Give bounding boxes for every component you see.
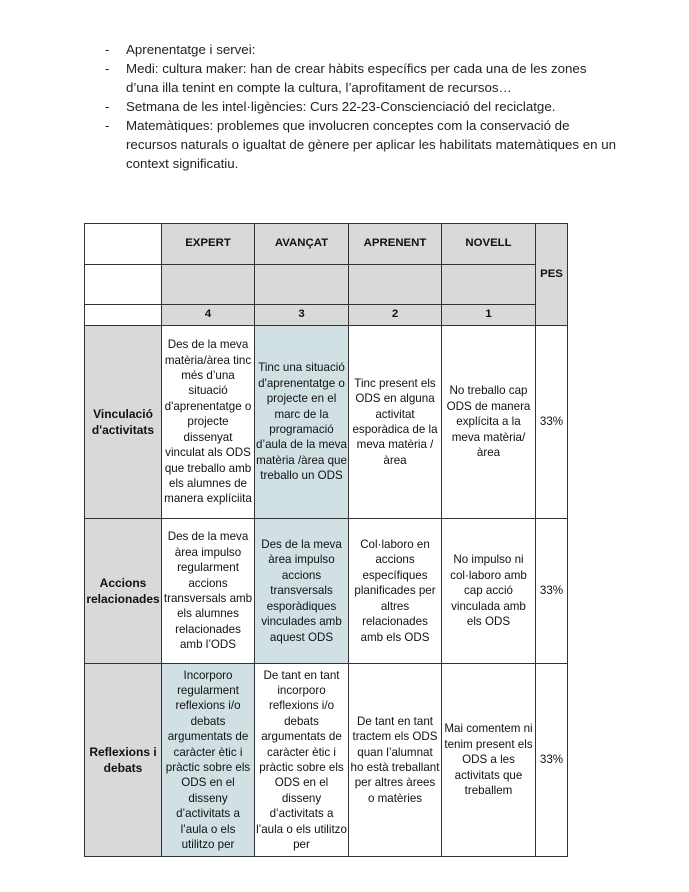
- weight-value: 33%: [536, 519, 568, 664]
- rubric-cell-expert: Des de la meva àrea impulso regularment accions transversals amb els alumnes relacionades amb l’ODS: [162, 519, 255, 664]
- row-label: Reflexions i debats: [85, 664, 162, 857]
- table-row: [85, 664, 568, 857]
- bullet-text: Matemàtiques: problemes que involucren conceptes com la conservació de recursos naturals o igualtat de gènere per aplicar les habilitats matemàtiques en un context significatiu.: [126, 118, 617, 171]
- level-header-novell: NOVELL: [442, 224, 536, 265]
- empty-cell: [442, 265, 536, 305]
- level-header-avancat: AVANÇAT: [255, 224, 349, 265]
- corner-cell: [85, 224, 162, 265]
- weight-value: 33%: [536, 664, 568, 857]
- empty-cell: [85, 265, 162, 305]
- bullet-item: [100, 116, 620, 173]
- empty-cell: [349, 265, 442, 305]
- bullet-marker: -: [105, 99, 110, 114]
- weight-value: 33%: [536, 326, 568, 519]
- rubric-cell-expert-highlighted: Incorporo regularment reflexions i/o debats argumentats de caràcter ètic i pràctic sobre els ODS en el disseny d’activitats a l’aula o els utilitzo per: [162, 664, 255, 857]
- bullet-text: Setmana de les intel·ligències: Curs 22-23-Conscienciació del reciclatge.: [126, 99, 556, 114]
- rubric-cell-novell: No treballo cap ODS de manera explícita a la meva matèria/àrea: [442, 326, 536, 519]
- level-header-expert: EXPERT: [162, 224, 255, 265]
- table-row: [85, 519, 568, 664]
- weight-header: PES: [536, 224, 568, 326]
- rubric-cell-avancat-highlighted: Tinc una situació d'aprenentatge o projecte en el marc de la programació d’aula de la meva matèria /àrea que treballo un ODS: [255, 326, 349, 519]
- rubric-cell-aprenent: Tinc present els ODS en alguna activitat esporàdica de la meva matèria /àrea: [349, 326, 442, 519]
- rubric-cell-novell: Mai comentem ni tenim present els ODS a les activitats que treballem: [442, 664, 536, 857]
- bullet-marker: -: [105, 61, 110, 76]
- rubric-cell-expert: Des de la meva matèria/àrea tinc més d’una situació d'aprenentatge o projecte dissenyat vinculat als ODS que treballo amb els alumnes de manera explíciita: [162, 326, 255, 519]
- score-avancat: 3: [255, 305, 349, 326]
- score-novell: 1: [442, 305, 536, 326]
- bullet-marker: -: [105, 118, 110, 133]
- bullet-item: [100, 40, 620, 59]
- row-label: Vinculació d'activitats: [85, 326, 162, 519]
- table-row: [85, 326, 568, 519]
- bullet-marker: -: [105, 42, 110, 57]
- bullet-item: [100, 59, 620, 97]
- bullet-text: Aprenentatge i servei:: [126, 42, 256, 57]
- empty-cell: [85, 305, 162, 326]
- rubric-cell-novell: No impulso ni col·laboro amb cap acció vinculada amb els ODS: [442, 519, 536, 664]
- empty-cell: [162, 265, 255, 305]
- empty-header-row: [85, 265, 568, 305]
- score-expert: 4: [162, 305, 255, 326]
- score-aprenent: 2: [349, 305, 442, 326]
- rubric-cell-aprenent: De tant en tant tractem els ODS quan l’alumnat ho està treballant per altres àrees o matèries: [349, 664, 442, 857]
- bullet-item: [100, 97, 620, 116]
- level-header-aprenent: APRENENT: [349, 224, 442, 265]
- row-label: Accions relacionades: [85, 519, 162, 664]
- score-row: [85, 305, 568, 326]
- rubric-cell-avancat: De tant en tant incorporo reflexions i/o debats argumentats de caràcter ètic i pràctic sobre els ODS en el disseny d’activitats a l’aula o els utilitzo per: [255, 664, 349, 857]
- bullet-text: Medi: cultura maker: han de crear hàbits específics per cada una de les zones d’una illa tenint en compte la cultura, l’aprofitament de recursos…: [126, 61, 587, 95]
- bullet-list: [100, 40, 620, 173]
- rubric-cell-aprenent: Col·laboro en accions específiques planificades per altres relacionades amb els ODS: [349, 519, 442, 664]
- level-header-row: [85, 224, 568, 265]
- empty-cell: [255, 265, 349, 305]
- rubric-table: [84, 223, 568, 857]
- rubric-cell-avancat-highlighted: Des de la meva àrea impulso accions transversals esporàdiques vinculades amb aquest ODS: [255, 519, 349, 664]
